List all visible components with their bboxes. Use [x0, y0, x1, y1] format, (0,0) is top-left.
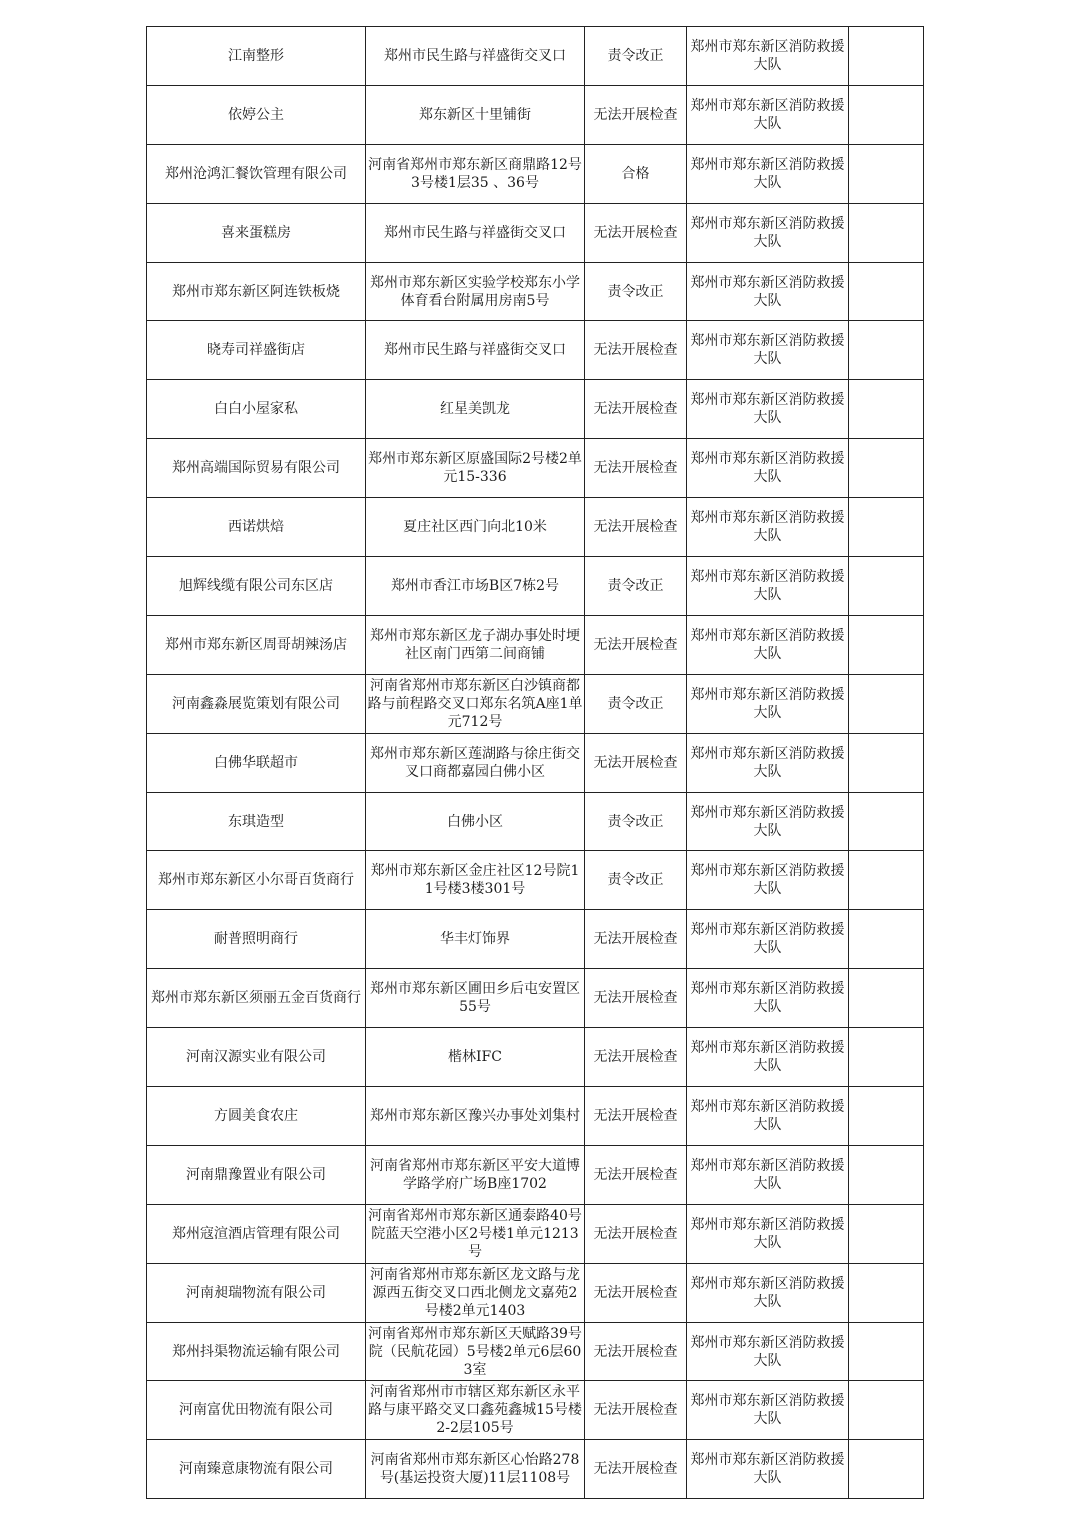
inspecting-unit-cell: 郑州市郑东新区消防救援大队	[687, 1087, 849, 1146]
remarks-cell	[849, 321, 924, 380]
inspection-table	[146, 26, 924, 1499]
address-cell: 郑州市郑东新区圃田乡后屯安置区55号	[366, 969, 585, 1028]
address-cell: 夏庄社区西门向北10米	[366, 498, 585, 557]
unit-name-cell: 河南鑫淼展览策划有限公司	[147, 674, 366, 733]
unit-name-cell: 西诺烘焙	[147, 498, 366, 557]
unit-name-cell: 郑州市郑东新区周哥胡辣汤店	[147, 615, 366, 674]
remarks-cell	[849, 144, 924, 203]
table-row	[147, 615, 924, 674]
inspecting-unit-cell: 郑州市郑东新区消防救援大队	[687, 733, 849, 792]
remarks-cell	[849, 1145, 924, 1204]
remarks-cell	[849, 851, 924, 910]
remarks-cell	[849, 557, 924, 616]
table-row	[147, 674, 924, 733]
table-row	[147, 1204, 924, 1263]
table-row	[147, 1145, 924, 1204]
inspecting-unit-cell: 郑州市郑东新区消防救援大队	[687, 1204, 849, 1263]
unit-name-cell: 郑州抖渠物流运输有限公司	[147, 1322, 366, 1381]
remarks-cell	[849, 439, 924, 498]
inspecting-unit-cell: 郑州市郑东新区消防救援大队	[687, 851, 849, 910]
unit-name-cell: 郑州寇渲酒店管理有限公司	[147, 1204, 366, 1263]
inspection-result-cell: 无法开展检查	[585, 733, 687, 792]
table-row	[147, 1322, 924, 1381]
table-row	[147, 1087, 924, 1146]
address-cell: 河南省郑州市郑东新区龙文路与龙源西五街交叉口西北侧龙文嘉苑2号楼2单元1403	[366, 1263, 585, 1322]
address-cell: 郑州市民生路与祥盛街交叉口	[366, 203, 585, 262]
inspection-result-cell: 无法开展检查	[585, 1028, 687, 1087]
inspection-result-cell: 无法开展检查	[585, 498, 687, 557]
remarks-cell	[849, 498, 924, 557]
table-row	[147, 969, 924, 1028]
remarks-cell	[849, 380, 924, 439]
unit-name-cell: 白白小屋家私	[147, 380, 366, 439]
inspecting-unit-cell: 郑州市郑东新区消防救援大队	[687, 203, 849, 262]
inspection-result-cell: 无法开展检查	[585, 380, 687, 439]
table-row	[147, 380, 924, 439]
unit-name-cell: 江南整形	[147, 27, 366, 86]
table-row	[147, 733, 924, 792]
inspection-result-cell: 责令改正	[585, 27, 687, 86]
inspection-result-cell: 无法开展检查	[585, 203, 687, 262]
unit-name-cell: 郑州沧鸿汇餐饮管理有限公司	[147, 144, 366, 203]
inspecting-unit-cell: 郑州市郑东新区消防救援大队	[687, 498, 849, 557]
inspection-result-cell: 无法开展检查	[585, 1145, 687, 1204]
remarks-cell	[849, 1381, 924, 1440]
inspecting-unit-cell: 郑州市郑东新区消防救援大队	[687, 969, 849, 1028]
inspection-result-cell: 无法开展检查	[585, 615, 687, 674]
unit-name-cell: 郑州市郑东新区小尔哥百货商行	[147, 851, 366, 910]
inspecting-unit-cell: 郑州市郑东新区消防救援大队	[687, 321, 849, 380]
unit-name-cell: 白佛华联超市	[147, 733, 366, 792]
unit-name-cell: 河南鼎豫置业有限公司	[147, 1145, 366, 1204]
address-cell: 郑州市郑东新区莲湖路与徐庄街交叉口商都嘉园白佛小区	[366, 733, 585, 792]
inspecting-unit-cell: 郑州市郑东新区消防救援大队	[687, 27, 849, 86]
inspection-result-cell: 责令改正	[585, 792, 687, 851]
unit-name-cell: 河南汉源实业有限公司	[147, 1028, 366, 1087]
inspection-result-cell: 合格	[585, 144, 687, 203]
inspection-result-cell: 无法开展检查	[585, 1381, 687, 1440]
remarks-cell	[849, 733, 924, 792]
unit-name-cell: 郑州高端国际贸易有限公司	[147, 439, 366, 498]
inspecting-unit-cell: 郑州市郑东新区消防救援大队	[687, 144, 849, 203]
remarks-cell	[849, 27, 924, 86]
inspection-result-cell: 无法开展检查	[585, 85, 687, 144]
table-row	[147, 144, 924, 203]
unit-name-cell: 东琪造型	[147, 792, 366, 851]
inspection-result-cell: 无法开展检查	[585, 439, 687, 498]
table-row	[147, 1263, 924, 1322]
address-cell: 河南省郑州市郑东新区平安大道博学路学府广场B座1702	[366, 1145, 585, 1204]
inspection-result-cell: 无法开展检查	[585, 321, 687, 380]
address-cell: 郑州市郑东新区豫兴办事处刘集村	[366, 1087, 585, 1146]
inspection-result-cell: 无法开展检查	[585, 910, 687, 969]
address-cell: 郑州市郑东新区金庄社区12号院11号楼3楼301号	[366, 851, 585, 910]
table-row	[147, 85, 924, 144]
inspection-result-cell: 责令改正	[585, 851, 687, 910]
address-cell: 郑州市香江市场B区7栋2号	[366, 557, 585, 616]
remarks-cell	[849, 1440, 924, 1499]
table-row	[147, 498, 924, 557]
address-cell: 楷林IFC	[366, 1028, 585, 1087]
inspecting-unit-cell: 郑州市郑东新区消防救援大队	[687, 557, 849, 616]
unit-name-cell: 依婷公主	[147, 85, 366, 144]
inspection-result-cell: 无法开展检查	[585, 1087, 687, 1146]
inspecting-unit-cell: 郑州市郑东新区消防救援大队	[687, 910, 849, 969]
address-cell: 郑州市郑东新区原盛国际2号楼2单元15-336	[366, 439, 585, 498]
remarks-cell	[849, 792, 924, 851]
inspection-result-cell: 责令改正	[585, 674, 687, 733]
inspecting-unit-cell: 郑州市郑东新区消防救援大队	[687, 439, 849, 498]
address-cell: 郑州市郑东新区龙子湖办事处时埂社区南门西第二间商铺	[366, 615, 585, 674]
address-cell: 河南省郑州市郑东新区通泰路40号院蓝天空港小区2号楼1单元1213号	[366, 1204, 585, 1263]
table-row	[147, 439, 924, 498]
inspecting-unit-cell: 郑州市郑东新区消防救援大队	[687, 1322, 849, 1381]
table-row	[147, 27, 924, 86]
table-row	[147, 203, 924, 262]
inspecting-unit-cell: 郑州市郑东新区消防救援大队	[687, 380, 849, 439]
remarks-cell	[849, 969, 924, 1028]
remarks-cell	[849, 1204, 924, 1263]
table-row	[147, 557, 924, 616]
address-cell: 河南省郑州市市辖区郑东新区永平路与康平路交叉口鑫苑鑫城15号楼2-2层105号	[366, 1381, 585, 1440]
unit-name-cell: 旭辉线缆有限公司东区店	[147, 557, 366, 616]
unit-name-cell: 河南臻意康物流有限公司	[147, 1440, 366, 1499]
remarks-cell	[849, 615, 924, 674]
remarks-cell	[849, 910, 924, 969]
remarks-cell	[849, 85, 924, 144]
table-row	[147, 851, 924, 910]
address-cell: 郑州市民生路与祥盛街交叉口	[366, 27, 585, 86]
address-cell: 华丰灯饰界	[366, 910, 585, 969]
table-row	[147, 792, 924, 851]
inspecting-unit-cell: 郑州市郑东新区消防救援大队	[687, 1145, 849, 1204]
unit-name-cell: 河南昶瑞物流有限公司	[147, 1263, 366, 1322]
inspection-result-cell: 无法开展检查	[585, 1322, 687, 1381]
address-cell: 红星美凯龙	[366, 380, 585, 439]
inspection-result-cell: 无法开展检查	[585, 1263, 687, 1322]
address-cell: 河南省郑州市郑东新区白沙镇商都路与前程路交叉口郑东名筑A座1单元712号	[366, 674, 585, 733]
unit-name-cell: 耐普照明商行	[147, 910, 366, 969]
inspecting-unit-cell: 郑州市郑东新区消防救援大队	[687, 674, 849, 733]
inspection-result-cell: 无法开展检查	[585, 969, 687, 1028]
inspection-result-cell: 无法开展检查	[585, 1440, 687, 1499]
unit-name-cell: 方圆美食农庄	[147, 1087, 366, 1146]
unit-name-cell: 河南富优田物流有限公司	[147, 1381, 366, 1440]
remarks-cell	[849, 674, 924, 733]
inspecting-unit-cell: 郑州市郑东新区消防救援大队	[687, 1381, 849, 1440]
address-cell: 白佛小区	[366, 792, 585, 851]
inspecting-unit-cell: 郑州市郑东新区消防救援大队	[687, 1028, 849, 1087]
inspecting-unit-cell: 郑州市郑东新区消防救援大队	[687, 615, 849, 674]
inspecting-unit-cell: 郑州市郑东新区消防救援大队	[687, 1263, 849, 1322]
table-body	[147, 27, 924, 1499]
table-row	[147, 321, 924, 380]
inspecting-unit-cell: 郑州市郑东新区消防救援大队	[687, 1440, 849, 1499]
table-row	[147, 910, 924, 969]
table-row	[147, 1028, 924, 1087]
inspecting-unit-cell: 郑州市郑东新区消防救援大队	[687, 792, 849, 851]
unit-name-cell: 喜来蛋糕房	[147, 203, 366, 262]
address-cell: 河南省郑州市郑东新区商鼎路12号3号楼1层35 、36号	[366, 144, 585, 203]
table-row	[147, 262, 924, 321]
remarks-cell	[849, 1028, 924, 1087]
remarks-cell	[849, 203, 924, 262]
unit-name-cell: 晓寿司祥盛街店	[147, 321, 366, 380]
inspection-result-cell: 责令改正	[585, 557, 687, 616]
inspection-result-cell: 无法开展检查	[585, 1204, 687, 1263]
remarks-cell	[849, 262, 924, 321]
address-cell: 郑州市民生路与祥盛街交叉口	[366, 321, 585, 380]
address-cell: 河南省郑州市郑东新区心怡路278号(基运投资大厦)11层1108号	[366, 1440, 585, 1499]
remarks-cell	[849, 1322, 924, 1381]
address-cell: 河南省郑州市郑东新区天赋路39号院（民航花园）5号楼2单元6层603室	[366, 1322, 585, 1381]
unit-name-cell: 郑州市郑东新区阿连铁板烧	[147, 262, 366, 321]
unit-name-cell: 郑州市郑东新区须丽五金百货商行	[147, 969, 366, 1028]
table-row	[147, 1381, 924, 1440]
table-row	[147, 1440, 924, 1499]
remarks-cell	[849, 1263, 924, 1322]
remarks-cell	[849, 1087, 924, 1146]
inspecting-unit-cell: 郑州市郑东新区消防救援大队	[687, 85, 849, 144]
address-cell: 郑州市郑东新区实验学校郑东小学体育看台附属用房南5号	[366, 262, 585, 321]
address-cell: 郑东新区十里铺街	[366, 85, 585, 144]
inspection-result-cell: 责令改正	[585, 262, 687, 321]
inspecting-unit-cell: 郑州市郑东新区消防救援大队	[687, 262, 849, 321]
